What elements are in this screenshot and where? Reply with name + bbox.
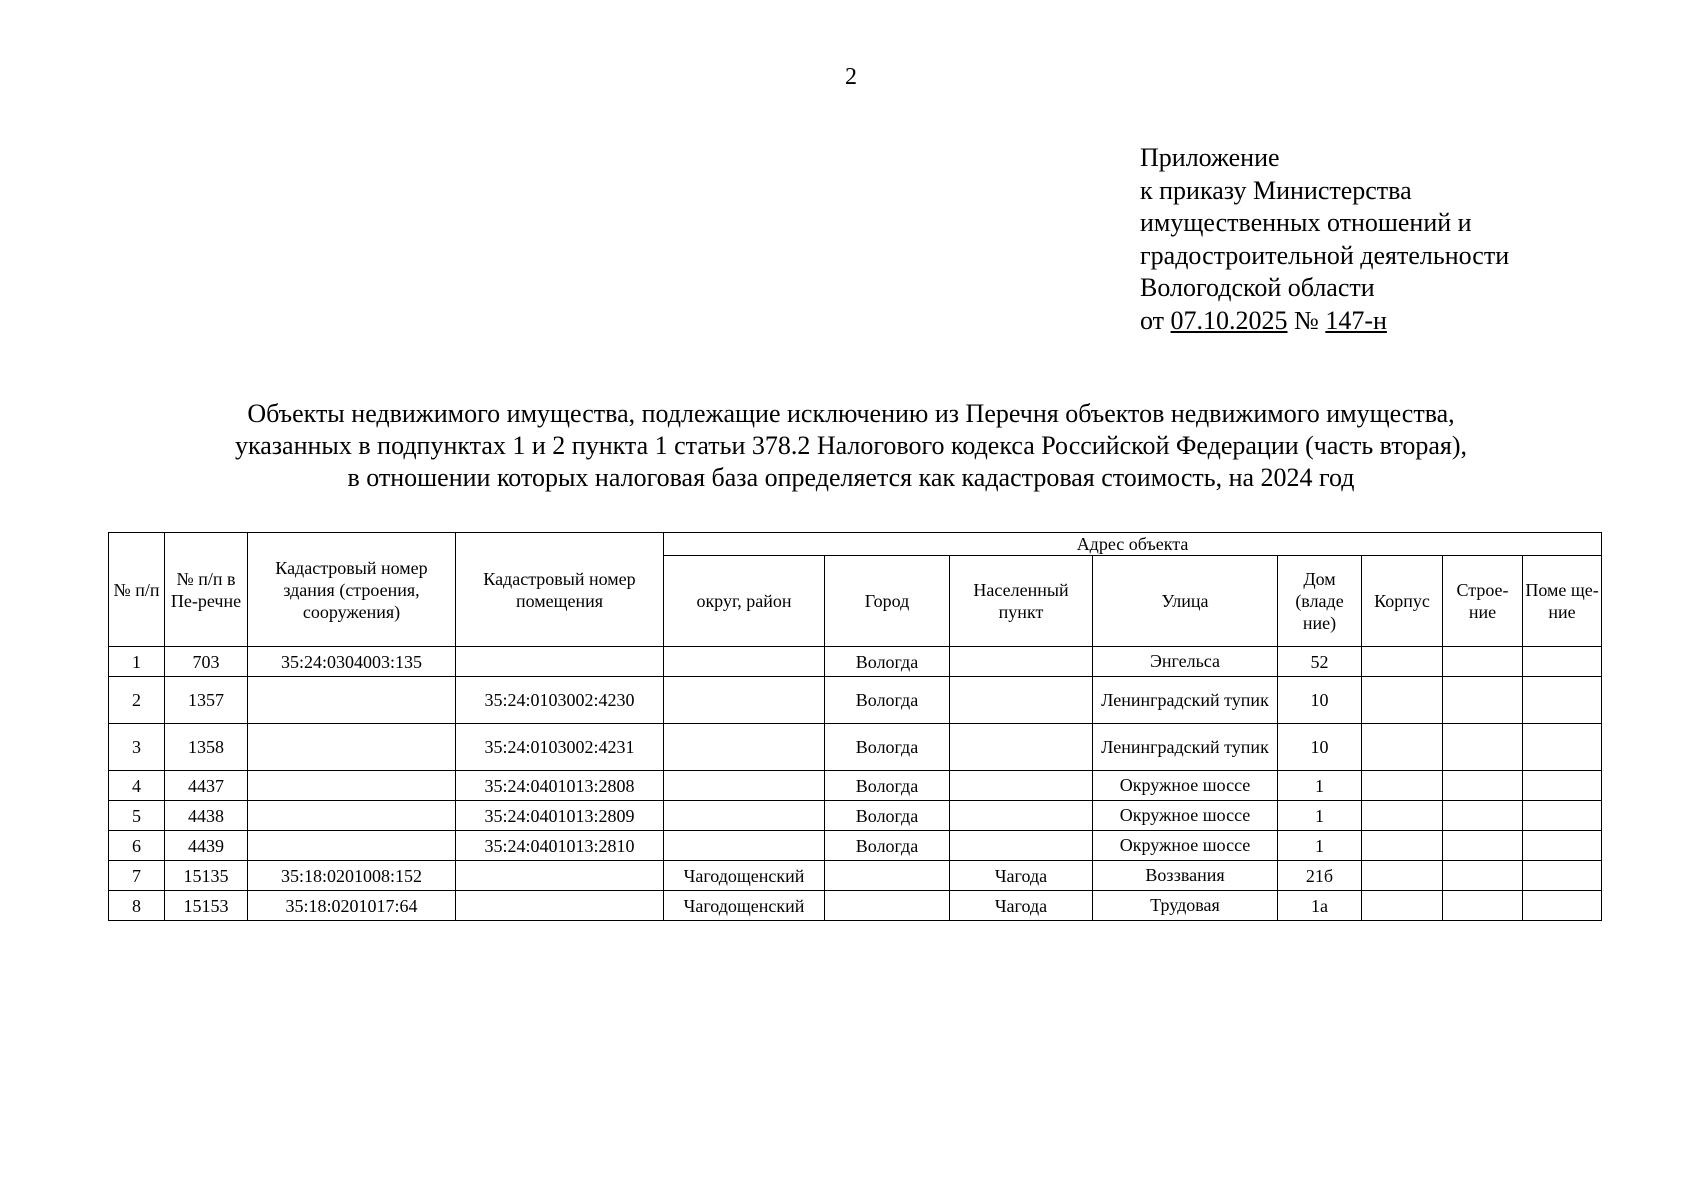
cell-house: 1а	[1278, 891, 1362, 921]
cell-room-cadastral: 35:24:0401013:2809	[456, 801, 664, 831]
cell-list-num: 4439	[165, 831, 248, 861]
appendix-line: Приложение	[1140, 143, 1280, 172]
cell-house: 21б	[1278, 861, 1362, 891]
table-row	[109, 801, 1602, 831]
appendix-line: к приказу Министерства	[1140, 175, 1412, 205]
cell-room-cadastral	[456, 861, 664, 891]
table-row	[109, 891, 1602, 921]
cell-room-cadastral: 35:24:0103002:4231	[456, 724, 664, 771]
cell-korpus	[1362, 724, 1443, 771]
title-line: Объекты недвижимого имущества, подлежащие исключению из Перечня объектов недвижимого имущества,	[247, 399, 1455, 428]
order-date: 07.10.2025	[1170, 305, 1288, 335]
cell-num: 3	[109, 724, 165, 771]
cell-list-num: 15153	[165, 891, 248, 921]
cell-stroenie	[1443, 891, 1523, 921]
header-stroenie: Строе-ние	[1443, 556, 1523, 647]
cell-city: Вологда	[825, 647, 950, 677]
table-row	[109, 771, 1602, 801]
cell-room-cadastral	[456, 891, 664, 921]
cell-pomeshchenie	[1523, 677, 1602, 724]
header-num: № п/п	[109, 533, 165, 647]
cell-building-cadastral: 35:18:0201017:64	[248, 891, 456, 921]
cell-district	[664, 801, 825, 831]
cell-pomeshchenie	[1523, 891, 1602, 921]
cell-stroenie	[1443, 677, 1523, 724]
cell-list-num: 4438	[165, 801, 248, 831]
cell-street: Воззвания	[1093, 861, 1278, 891]
cell-korpus	[1362, 647, 1443, 677]
cell-stroenie	[1443, 724, 1523, 771]
cell-street: Ленинградский тупик	[1093, 724, 1278, 771]
cell-num: 4	[109, 771, 165, 801]
cell-district	[664, 724, 825, 771]
cell-num: 5	[109, 801, 165, 831]
cell-num: 8	[109, 891, 165, 921]
table-row	[109, 831, 1602, 861]
cell-korpus	[1362, 861, 1443, 891]
cell-street: Трудовая	[1093, 891, 1278, 921]
header-street: Улица	[1093, 556, 1278, 647]
cell-stroenie	[1443, 801, 1523, 831]
cell-stroenie	[1443, 647, 1523, 677]
header-house: Дом (владе ние)	[1278, 556, 1362, 647]
header-pomeshchenie: Поме ще-ние	[1523, 556, 1602, 647]
title-line: в отношении которых налоговая база определяется как кадастровая стоимость, на 2024 год	[347, 463, 1355, 492]
appendix-line: градостроительной деятельности	[1140, 240, 1510, 270]
cell-list-num: 1357	[165, 677, 248, 724]
cell-list-num: 15135	[165, 861, 248, 891]
cell-korpus	[1362, 891, 1443, 921]
cell-settlement	[950, 724, 1093, 771]
cell-room-cadastral	[456, 647, 664, 677]
cell-list-num: 703	[165, 647, 248, 677]
cell-num: 6	[109, 831, 165, 861]
cell-city	[825, 861, 950, 891]
cell-building-cadastral	[248, 771, 456, 801]
cell-pomeshchenie	[1523, 724, 1602, 771]
cell-district	[664, 647, 825, 677]
cell-district	[664, 831, 825, 861]
appendix-line: имущественных отношений и	[1140, 208, 1472, 237]
header-district: округ, район	[664, 556, 825, 647]
cell-house: 1	[1278, 831, 1362, 861]
cell-list-num: 1358	[165, 724, 248, 771]
order-number-sign: №	[1294, 305, 1319, 335]
table-row	[109, 724, 1602, 771]
cell-city: Вологда	[825, 831, 950, 861]
cell-pomeshchenie	[1523, 801, 1602, 831]
cell-korpus	[1362, 831, 1443, 861]
cell-pomeshchenie	[1523, 831, 1602, 861]
header-city: Город	[825, 556, 950, 647]
cell-city	[825, 891, 950, 921]
cell-building-cadastral: 35:18:0201008:152	[248, 861, 456, 891]
table-row	[109, 861, 1602, 891]
appendix-order-line	[1140, 305, 1509, 338]
cell-city: Вологда	[825, 771, 950, 801]
header-address-group: Адрес объекта	[664, 533, 1602, 556]
title-line: указанных в подпунктах 1 и 2 пункта 1 статьи 378.2 Налогового кодекса Российской Федерации (часть вторая),	[235, 431, 1467, 460]
header-settlement: Населенный пункт	[950, 556, 1093, 647]
cell-city: Вологда	[825, 677, 950, 724]
cell-pomeshchenie	[1523, 647, 1602, 677]
cell-korpus	[1362, 771, 1443, 801]
cell-district	[664, 771, 825, 801]
cell-korpus	[1362, 677, 1443, 724]
cell-pomeshchenie	[1523, 771, 1602, 801]
cell-stroenie	[1443, 831, 1523, 861]
cell-house: 1	[1278, 771, 1362, 801]
cell-num: 2	[109, 677, 165, 724]
header-room-cadastral: Кадастровый номер помещения	[456, 533, 664, 647]
cell-city: Вологда	[825, 801, 950, 831]
table-row	[109, 677, 1602, 724]
cell-pomeshchenie	[1523, 861, 1602, 891]
cell-stroenie	[1443, 771, 1523, 801]
header-list-num: № п/п в Пе-речне	[165, 533, 248, 647]
cell-settlement	[950, 677, 1093, 724]
cell-district: Чагодощенский	[664, 891, 825, 921]
cell-settlement: Чагода	[950, 891, 1093, 921]
cell-building-cadastral	[248, 724, 456, 771]
order-number: 147-н	[1325, 305, 1387, 335]
cell-stroenie	[1443, 861, 1523, 891]
header-building-cadastral: Кадастровый номер здания (строения, сооружения)	[248, 533, 456, 647]
cell-num: 7	[109, 861, 165, 891]
table-row	[109, 647, 1602, 677]
cell-house: 1	[1278, 801, 1362, 831]
document-title	[100, 398, 1602, 494]
cell-num: 1	[109, 647, 165, 677]
cell-building-cadastral	[248, 677, 456, 724]
cell-city: Вологда	[825, 724, 950, 771]
cell-street: Окружное шоссе	[1093, 771, 1278, 801]
cell-house: 52	[1278, 647, 1362, 677]
page-number: 2	[845, 64, 857, 90]
cell-room-cadastral: 35:24:0401013:2810	[456, 831, 664, 861]
cell-settlement	[950, 647, 1093, 677]
objects-table	[108, 532, 1602, 921]
appendix-block	[1140, 142, 1509, 337]
cell-street: Окружное шоссе	[1093, 801, 1278, 831]
cell-settlement	[950, 771, 1093, 801]
cell-building-cadastral	[248, 831, 456, 861]
cell-street: Энгельса	[1093, 647, 1278, 677]
cell-settlement	[950, 831, 1093, 861]
cell-settlement	[950, 801, 1093, 831]
cell-district	[664, 677, 825, 724]
order-date-prefix: от	[1140, 305, 1165, 335]
cell-korpus	[1362, 801, 1443, 831]
cell-room-cadastral: 35:24:0401013:2808	[456, 771, 664, 801]
appendix-line: Вологодской области	[1140, 273, 1375, 302]
cell-street: Окружное шоссе	[1093, 831, 1278, 861]
header-korpus: Корпус	[1362, 556, 1443, 647]
cell-room-cadastral: 35:24:0103002:4230	[456, 677, 664, 724]
cell-house: 10	[1278, 724, 1362, 771]
cell-house: 10	[1278, 677, 1362, 724]
cell-district: Чагодощенский	[664, 861, 825, 891]
cell-street: Ленинградский тупик	[1093, 677, 1278, 724]
cell-list-num: 4437	[165, 771, 248, 801]
cell-settlement: Чагода	[950, 861, 1093, 891]
cell-building-cadastral	[248, 801, 456, 831]
cell-building-cadastral: 35:24:0304003:135	[248, 647, 456, 677]
